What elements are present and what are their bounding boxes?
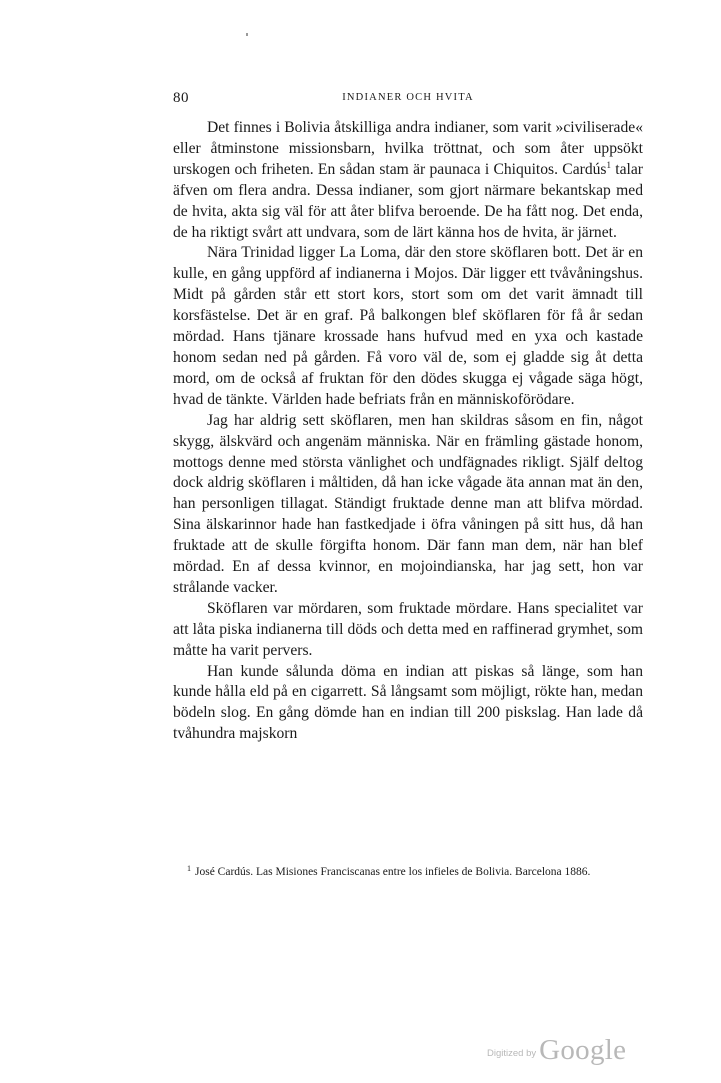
paragraph-5: Han kunde sålunda döma en indian att piskas så länge, som han kunde hålla eld på en cigarrett. Så långsamt som möjligt, rökte han, medan bödeln slog. En gång dömde han en indian till 200 piskslag. Han lade då tvåhundra majskorn [173,662,643,743]
stray-ink-mark [246,33,248,36]
footnote [173,864,643,880]
paragraph-1-text: Det finnes i Bolivia åtskilliga andra indianer, som varit »civiliserade« eller åtminstone missionsbarn, hvilka tröttnat, och som åter uppsökt urskogen och friheten. En sådan stam är paunaca i Chiquitos. Cardús [173,119,643,178]
page-header [173,90,643,110]
footnote-mark: 1 [187,864,191,873]
google-watermark [487,1034,626,1067]
body-text [173,118,643,745]
watermark-prefix: Digitized by [487,1048,537,1059]
paragraph-3: Jag har aldrig sett sköflaren, men han skildras såsom en fin, något skygg, älskvärd och angenäm människa. När en främling gästade honom, mottogs denne med största vänlighet och undfägnades rikligt. Själf deltog dock aldrig sköflaren i måltiden, då han icke vågade äta annan mat än den, han personligen tillagat. Ständigt fruktade denne man att blifva mördad. Sina älskarinnor hade han fastkedjade i öfra våningen på sitt hus, då han fruktade att de skulle förgifta honom. Där fann man dem, när han blef mördad. En af dessa kvinnor, en mojoindianska, har jag sett, hon var strålande vacker. [173,411,643,596]
paragraph-4: Sköflaren var mördaren, som fruktade mördare. Hans specialitet var att låta piska indianerna till döds och detta med en raffinerad grymhet, som måtte ha varit pervers. [173,599,643,659]
paragraph-2: Nära Trinidad ligger La Loma, där den store sköflaren bott. Det är en kulle, en gång uppförd af indianerna i Mojos. Där ligger ett tvåvåningshus. Midt på gården står ett stort kors, stort som om det varit ämnadt till korsfästelse. Det är en graf. På balkongen blef sköflaren för få år sedan mördad. Hans tjänare krossade hans hufvud med en yxa och kastade honom sedan ned på gården. Få voro väl de, som ej gladde sig åt detta mord, om de också af fruktan för den dödes skugga ej vågade säga högt, hvad de tänkte. Världen hade befriats från en människoförödare. [173,244,643,408]
google-logo: Google [539,1034,627,1066]
running-title: INDIANER OCH HVITA [342,92,474,103]
paragraph-1-text-cont: talar äfven om flera andra. Dessa indianer, som gjort närmare bekantskap med de hvita, akta sig väl för att åter blifva beroende. De ha fått nog. Det enda, de ha riktigt svårt att undvara, som de lärt känna hos de hvita, är järnet. [173,160,643,241]
paragraph-1 [173,118,643,243]
footnote-text: José Cardús. Las Misiones Franciscanas entre los infieles de Bolivia. Barcelona 1886. [195,866,591,878]
footnote-reference: 1 [606,159,611,170]
page-number: 80 [173,90,189,106]
